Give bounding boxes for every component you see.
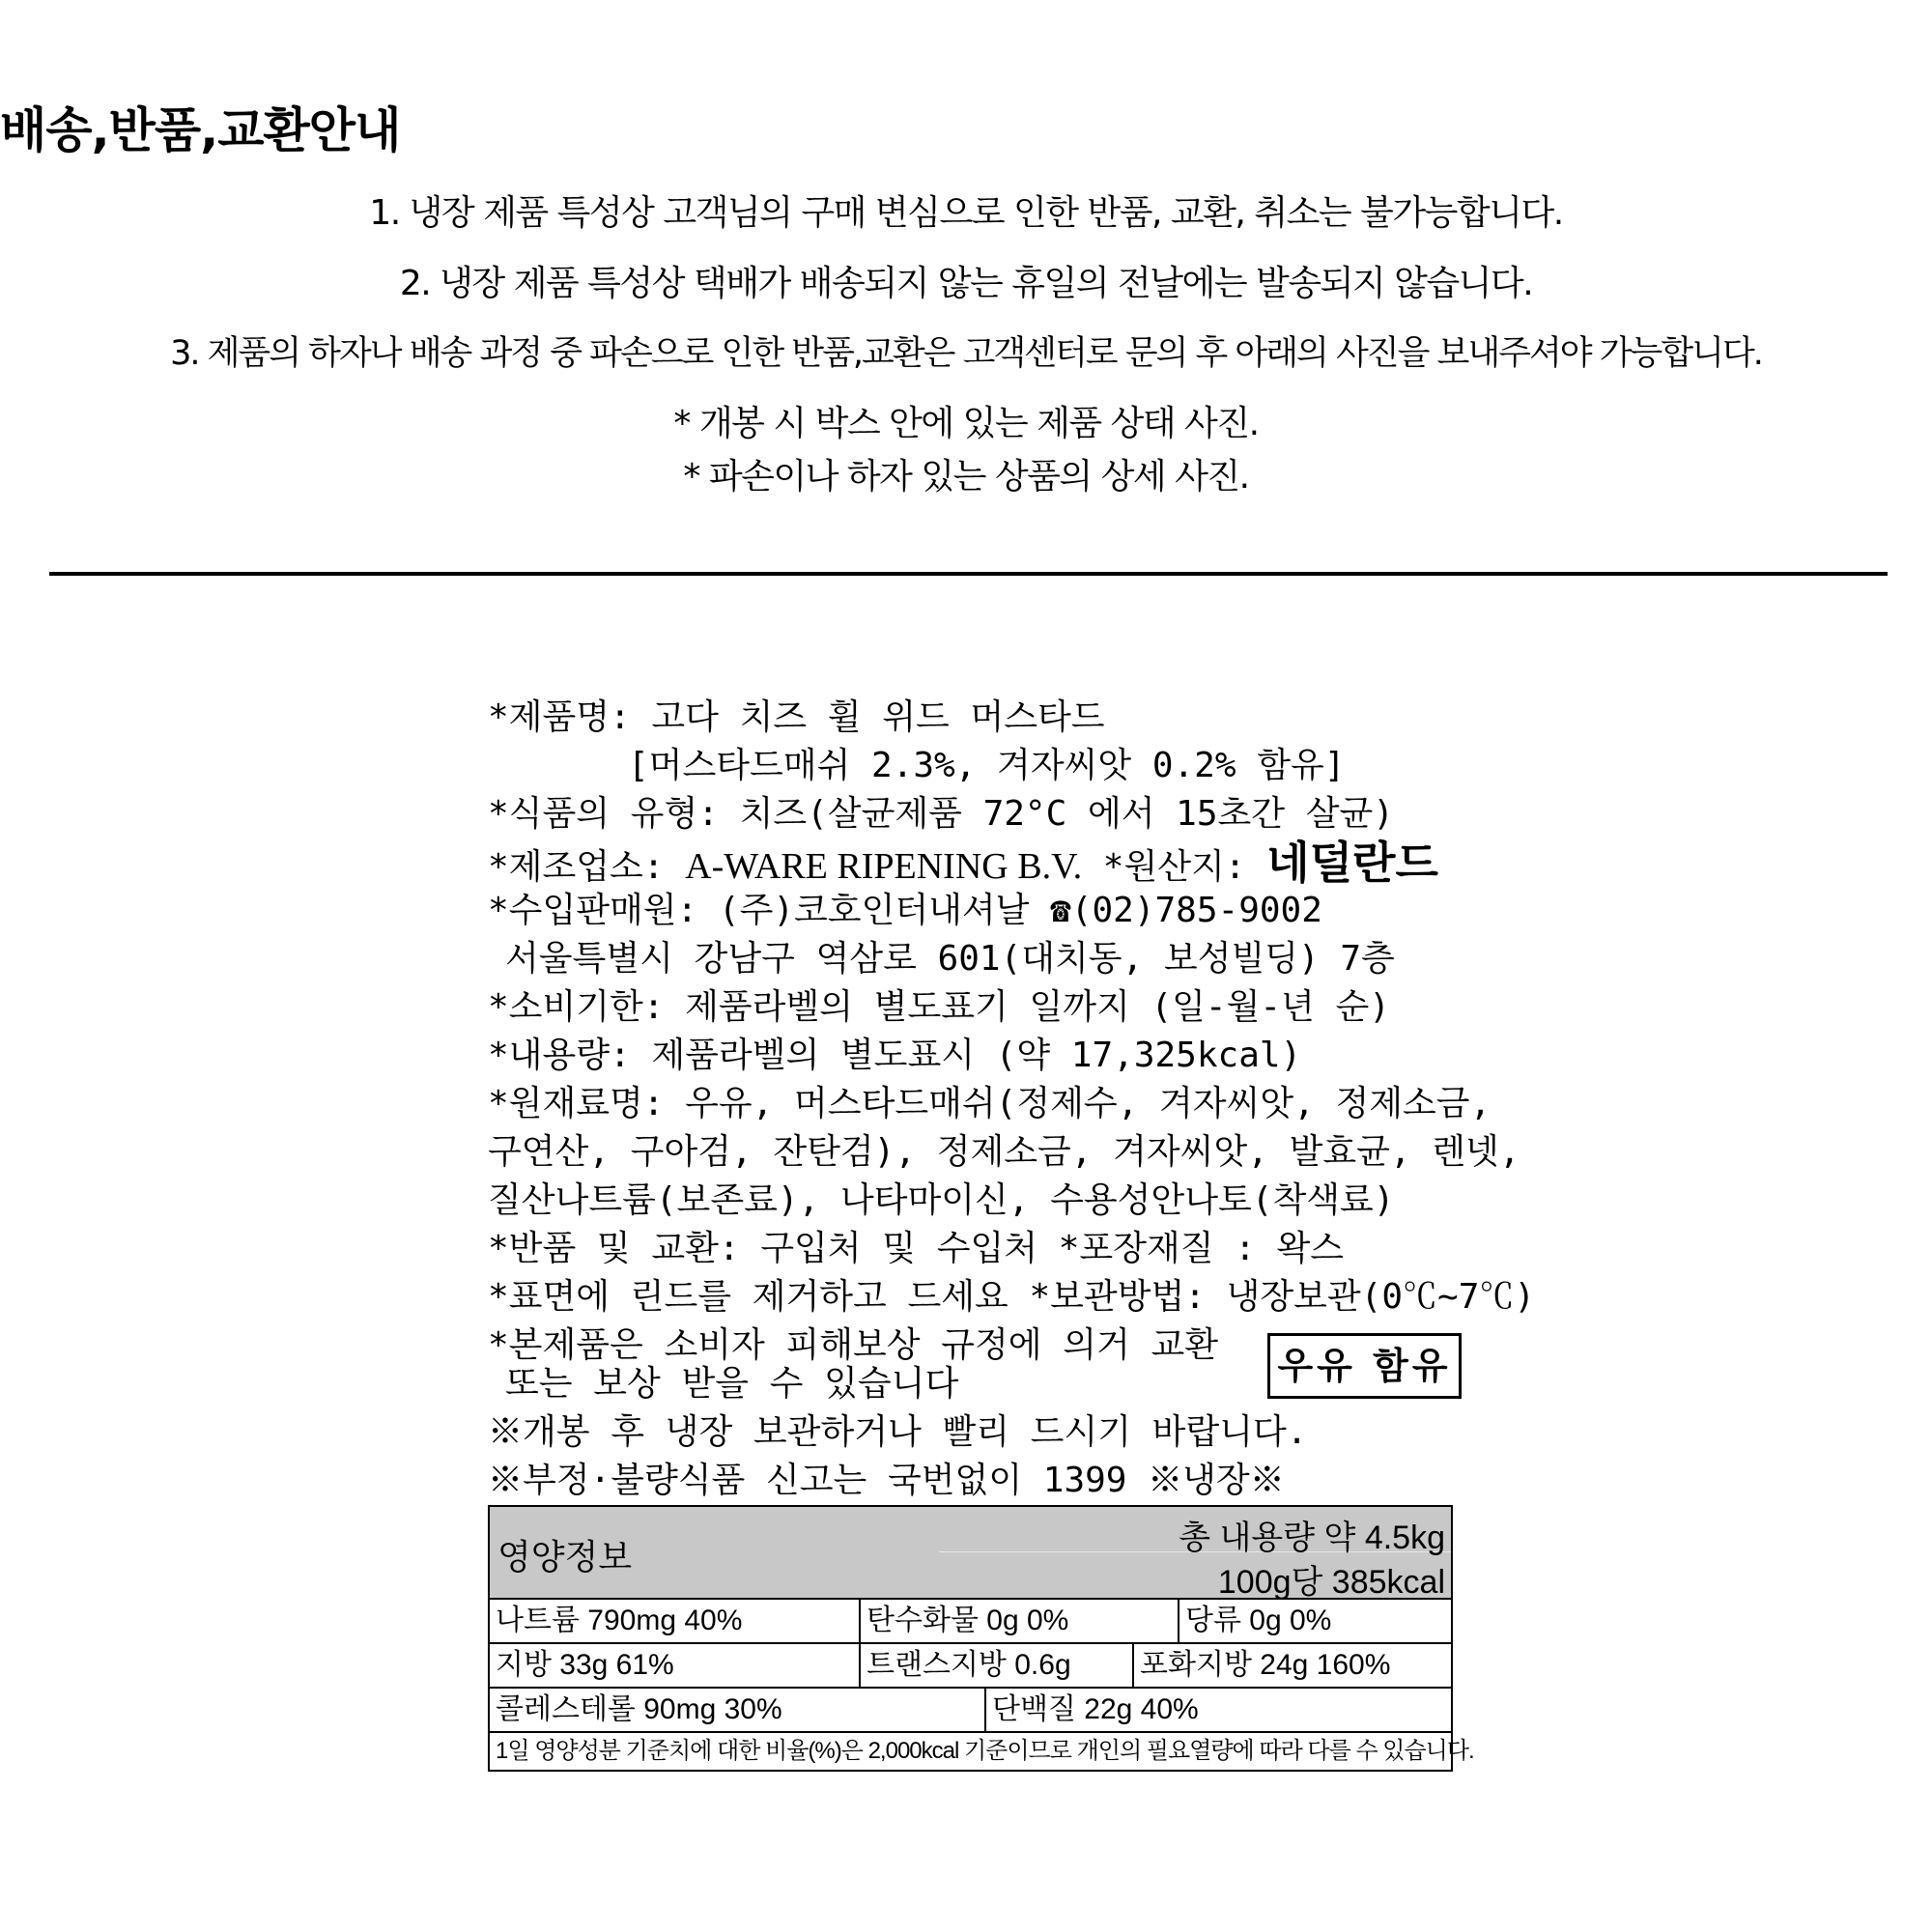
nutrition-title: 영양정보: [497, 1537, 633, 1577]
sugars: 당류 0g 0%: [1178, 1600, 1451, 1642]
origin-value: 네덜란드: [1266, 837, 1438, 889]
cholesterol: 콜레스테롤 90mg 30%: [496, 1693, 782, 1725]
report-line: ※부정·불량식품 신고는 국번없이 1399 ※냉장※: [488, 1461, 1285, 1500]
ingredients-line-2: 구연산, 구아검, 잔탄검), 정제소금, 겨자씨앗, 발효균, 렌넷,: [488, 1132, 1520, 1172]
sodium: 나트륨 790mg 40%: [496, 1605, 743, 1636]
page-title: 배송,반품,교환안내: [0, 102, 401, 158]
origin-label: *원산지:: [1082, 847, 1267, 887]
maker-name: A-WARE RIPENING B.V.: [685, 846, 1083, 887]
per-100g: 100g당 385kcal: [1217, 1564, 1445, 1601]
product-name-sub: [머스타드매쉬 2.3%, 겨자씨앗 0.2% 함유]: [628, 746, 1346, 785]
nutrition-row-1: [490, 1600, 1451, 1644]
carbohydrate: 탄수화물 0g 0%: [859, 1600, 1178, 1642]
maker-label: *제조업소:: [488, 847, 686, 887]
returns-packaging: *반품 및 교환: 구입처 및 수입처 *포장재질 : 왁스: [488, 1229, 1345, 1268]
photo-requirement-1: * 개봉 시 박스 안에 있는 제품 상태 사진.: [673, 404, 1259, 443]
ingredients-line-3: 질산나트륨(보존료), 나타마이신, 수용성안나토(착색료): [488, 1180, 1395, 1220]
compensation-line-1: *본제품은 소비자 피해보상 규정에 의거 교환: [488, 1325, 1219, 1365]
photo-requirement-2: * 파손이나 하자 있는 상품의 상세 사진.: [683, 457, 1249, 497]
notice-line-2: 2. 냉장 제품 특성상 택배가 배송되지 않는 휴일의 전날에는 발송되지 않습니다.: [399, 264, 1533, 303]
notice-line-3: 3. 제품의 하자나 배송 과정 중 파손으로 인한 반품,교환은 고객센터로 문의 후 아래의 사진을 보내주셔야 가능합니다.: [170, 334, 1762, 373]
compensation-line-2: 또는 보상 받을 수 있습니다: [505, 1364, 959, 1404]
protein: 단백질 22g 40%: [984, 1689, 1451, 1731]
storage-note: ※개봉 후 냉장 보관하거나 빨리 드시기 바랍니다.: [488, 1412, 1308, 1452]
notice-line-1: 1. 냉장 제품 특성상 고객님의 구매 변심으로 인한 반품, 교환, 취소는 불가능합니다.: [369, 193, 1563, 233]
nutrition-row-2: [490, 1644, 1451, 1689]
rind-storage: *표면에 린드를 제거하고 드세요 *보관방법: 냉장보관(0℃~7℃): [488, 1277, 1536, 1317]
milk-allergen-badge: 우유 함유: [1267, 1333, 1462, 1399]
importer-address: 서울특별시 강남구 역삼로 601(대치동, 보성빌딩) 7층: [505, 939, 1395, 979]
maker-line: [488, 838, 1454, 887]
section-divider: [49, 572, 1888, 576]
importer: *수입판매원: (주)코호인터내셔날 ☎(02)785-9002: [488, 891, 1322, 930]
fat: 지방 33g 61%: [496, 1649, 674, 1681]
product-name: *제품명: 고다 치즈 휠 위드 머스타드: [488, 697, 1105, 737]
nutrition-footnote: 1일 영양성분 기준치에 대한 비율(%)은 2,000kcal 기준이므로 개인의 필요열량에 따라 다를 수 있습니다.: [496, 1738, 1474, 1764]
trans-fat: 트랜스지방 0.6g: [859, 1644, 1132, 1687]
nutrition-table: [488, 1505, 1474, 1772]
nutrition-row-3: [490, 1689, 1451, 1733]
food-type: *식품의 유형: 치즈(살균제품 72°C 에서 15초간 살균): [488, 794, 1394, 834]
ingredients-line-1: *원재료명: 우유, 머스타드매쉬(정제수, 겨자씨앗, 정제소금,: [488, 1084, 1492, 1123]
expiry: *소비기한: 제품라벨의 별도표기 일까지 (일-월-년 순): [488, 987, 1390, 1027]
saturated-fat: 포화지방 24g 160%: [1132, 1644, 1451, 1687]
nutrition-header: [490, 1507, 1451, 1600]
total-content: 총 내용량 약 4.5kg: [1179, 1520, 1445, 1556]
content-amount: *내용량: 제품라벨의 별도표시 (약 17,325kcal): [488, 1036, 1302, 1075]
